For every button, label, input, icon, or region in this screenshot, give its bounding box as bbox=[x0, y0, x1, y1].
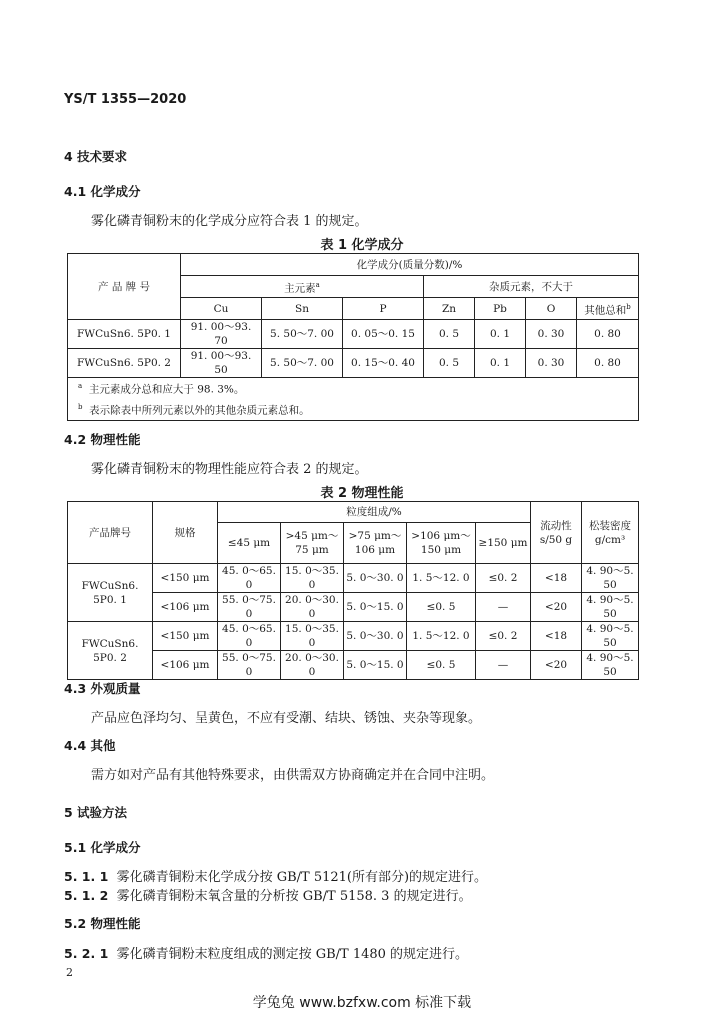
page-number: 2 bbox=[66, 966, 73, 979]
t2-col-ge150: ≥150 μm bbox=[476, 523, 531, 564]
t2-header-size: 粒度组成/% bbox=[218, 502, 531, 523]
t1-col-zn: Zn bbox=[424, 298, 475, 320]
t1-note-a: $^a$ 主元素成分总和应大于 98. 3%。 bbox=[68, 378, 639, 399]
t2-cell: ≤0. 5 bbox=[407, 651, 476, 680]
t1-cell: 0. 5 bbox=[424, 320, 475, 349]
t1-header-composition: 化学成分(质量分数)/% bbox=[181, 254, 639, 276]
t2-cell: <106 μm bbox=[153, 593, 218, 622]
table1-caption: 表 1 化学成分 bbox=[320, 238, 404, 253]
section-4-1-title: 4.1 化学成分 bbox=[64, 184, 141, 199]
section-4-2-text: 雾化磷青铜粉末的物理性能应符合表 2 的规定。 bbox=[91, 462, 368, 477]
t1-header-impurity: 杂质元素，不大于 bbox=[424, 276, 639, 298]
t2-cell: 1. 5～12. 0 bbox=[407, 622, 476, 651]
section-5-1-1: 5. 1. 1 雾化磷青铜粉末化学成分按 GB/T 5121(所有部分)的规定进行。 bbox=[64, 869, 488, 885]
section-4-4-text: 需方如对产品有其他特殊要求，由供需双方协商确定并在合同中注明。 bbox=[91, 768, 495, 783]
section-5-2-1: 5. 2. 1 雾化磷青铜粉末粒度组成的测定按 GB/T 1480 的规定进行。 bbox=[64, 946, 469, 962]
t2-cell: 5. 0～15. 0 bbox=[344, 593, 407, 622]
t1-col-p: P bbox=[343, 298, 424, 320]
t1-cell: 0. 05～0. 15 bbox=[343, 320, 424, 349]
section-5-2-title: 5.2 物理性能 bbox=[64, 916, 141, 931]
t2-cell: 45. 0～65. 0 bbox=[218, 564, 281, 593]
table-chemical-composition bbox=[67, 253, 639, 421]
t2-cell: 15. 0～35. 0 bbox=[281, 564, 344, 593]
t2-col-75-106: >75 μm～ 106 μm bbox=[344, 523, 407, 564]
t2-cell: ≤0. 2 bbox=[476, 622, 531, 651]
t2-cell: <20 bbox=[531, 593, 582, 622]
t2-cell: — bbox=[476, 651, 531, 680]
table-physical-properties bbox=[67, 501, 639, 680]
t2-cell: 5. 0～30. 0 bbox=[344, 564, 407, 593]
t2-cell: 4. 90～5. 50 bbox=[582, 564, 639, 593]
t2-col-106-150: >106 μm～ 150 μm bbox=[407, 523, 476, 564]
t2-cell: <20 bbox=[531, 651, 582, 680]
t2-cell: <106 μm bbox=[153, 651, 218, 680]
t2-cell: <150 μm bbox=[153, 622, 218, 651]
t2-header-spec: 规格 bbox=[153, 502, 218, 564]
table-row bbox=[68, 593, 639, 622]
t2-cell: 4. 90～5. 50 bbox=[582, 593, 639, 622]
t2-cell: <18 bbox=[531, 622, 582, 651]
t1-cell: 5. 50～7. 00 bbox=[262, 349, 343, 378]
table-row bbox=[68, 320, 639, 349]
t2-col-le45: ≤45 μm bbox=[218, 523, 281, 564]
t2-cell: ≤0. 2 bbox=[476, 564, 531, 593]
t2-cell: 20. 0～30. 0 bbox=[281, 593, 344, 622]
t2-col-45-75: >45 μm～ 75 μm bbox=[281, 523, 344, 564]
t1-col-pb: Pb bbox=[475, 298, 526, 320]
t2-product-2: FWCuSn6. 5P0. 2 bbox=[68, 622, 153, 680]
section-4-3-text: 产品应色泽均匀、呈黄色，不应有受潮、结块、锈蚀、夹杂等现象。 bbox=[91, 711, 482, 726]
t1-cell: 0. 5 bbox=[424, 349, 475, 378]
t1-cell: 0. 30 bbox=[526, 349, 577, 378]
section-5-1-title: 5.1 化学成分 bbox=[64, 840, 141, 855]
table-row bbox=[68, 349, 639, 378]
t2-cell: 55. 0～75. 0 bbox=[218, 593, 281, 622]
t2-header-product: 产品牌号 bbox=[68, 502, 153, 564]
t2-cell: 55. 0～75. 0 bbox=[218, 651, 281, 680]
t2-cell: 4. 90～5. 50 bbox=[582, 651, 639, 680]
t2-cell: 20. 0～30. 0 bbox=[281, 651, 344, 680]
t1-header-product: 产 品 牌 号 bbox=[68, 254, 181, 320]
table-row bbox=[68, 622, 639, 651]
section-5-1-2: 5. 1. 2 雾化磷青铜粉末氧含量的分析按 GB/T 5158. 3 的规定进行。 bbox=[64, 888, 472, 904]
t2-cell: <150 μm bbox=[153, 564, 218, 593]
t2-header-flow: 流动性 s/50 g bbox=[531, 502, 582, 564]
t1-col-cu: Cu bbox=[181, 298, 262, 320]
t1-cell: FWCuSn6. 5P0. 2 bbox=[68, 349, 181, 378]
watermark-footer: 学兔兔 www.bzfxw.com 标准下载 bbox=[252, 995, 472, 1011]
t2-cell: 4. 90～5. 50 bbox=[582, 622, 639, 651]
section-4-1-text: 雾化磷青铜粉末的化学成分应符合表 1 的规定。 bbox=[91, 214, 368, 229]
t2-cell: 15. 0～35. 0 bbox=[281, 622, 344, 651]
table-row bbox=[68, 651, 639, 680]
t2-cell: — bbox=[476, 593, 531, 622]
t2-cell: ≤0. 5 bbox=[407, 593, 476, 622]
t1-cell: 0. 80 bbox=[577, 320, 639, 349]
section-4-4-title: 4.4 其他 bbox=[64, 738, 116, 753]
t1-cell: 91. 00～93. 70 bbox=[181, 320, 262, 349]
t1-col-others: 其他总和$^b$ bbox=[577, 298, 639, 320]
t2-cell: 5. 0～30. 0 bbox=[344, 622, 407, 651]
t1-cell: 0. 15～0. 40 bbox=[343, 349, 424, 378]
table-row bbox=[68, 564, 639, 593]
t2-product-1: FWCuSn6. 5P0. 1 bbox=[68, 564, 153, 622]
table2-caption: 表 2 物理性能 bbox=[320, 486, 404, 501]
t1-cell: 5. 50～7. 00 bbox=[262, 320, 343, 349]
t1-cell: 0. 1 bbox=[475, 320, 526, 349]
t1-cell: 91. 00～93. 50 bbox=[181, 349, 262, 378]
section-4-3-title: 4.3 外观质量 bbox=[64, 681, 141, 696]
section-4-title: 4 技术要求 bbox=[64, 149, 128, 164]
t1-col-o: O bbox=[526, 298, 577, 320]
t2-cell: <18 bbox=[531, 564, 582, 593]
t2-cell: 1. 5～12. 0 bbox=[407, 564, 476, 593]
t1-cell: 0. 1 bbox=[475, 349, 526, 378]
t1-cell: 0. 80 bbox=[577, 349, 639, 378]
t1-cell: FWCuSn6. 5P0. 1 bbox=[68, 320, 181, 349]
t1-col-sn: Sn bbox=[262, 298, 343, 320]
t1-cell: 0. 30 bbox=[526, 320, 577, 349]
standard-number: YS/T 1355—2020 bbox=[64, 92, 187, 107]
t2-header-density: 松装密度 g/cm³ bbox=[582, 502, 639, 564]
t2-cell: 45. 0～65. 0 bbox=[218, 622, 281, 651]
section-5-title: 5 试验方法 bbox=[64, 805, 128, 820]
section-4-2-title: 4.2 物理性能 bbox=[64, 432, 141, 447]
t1-note-b: $^b$ 表示除表中所列元素以外的其他杂质元素总和。 bbox=[68, 398, 639, 421]
t1-header-main: 主元素$^a$ bbox=[181, 276, 424, 298]
t2-cell: 5. 0～15. 0 bbox=[344, 651, 407, 680]
